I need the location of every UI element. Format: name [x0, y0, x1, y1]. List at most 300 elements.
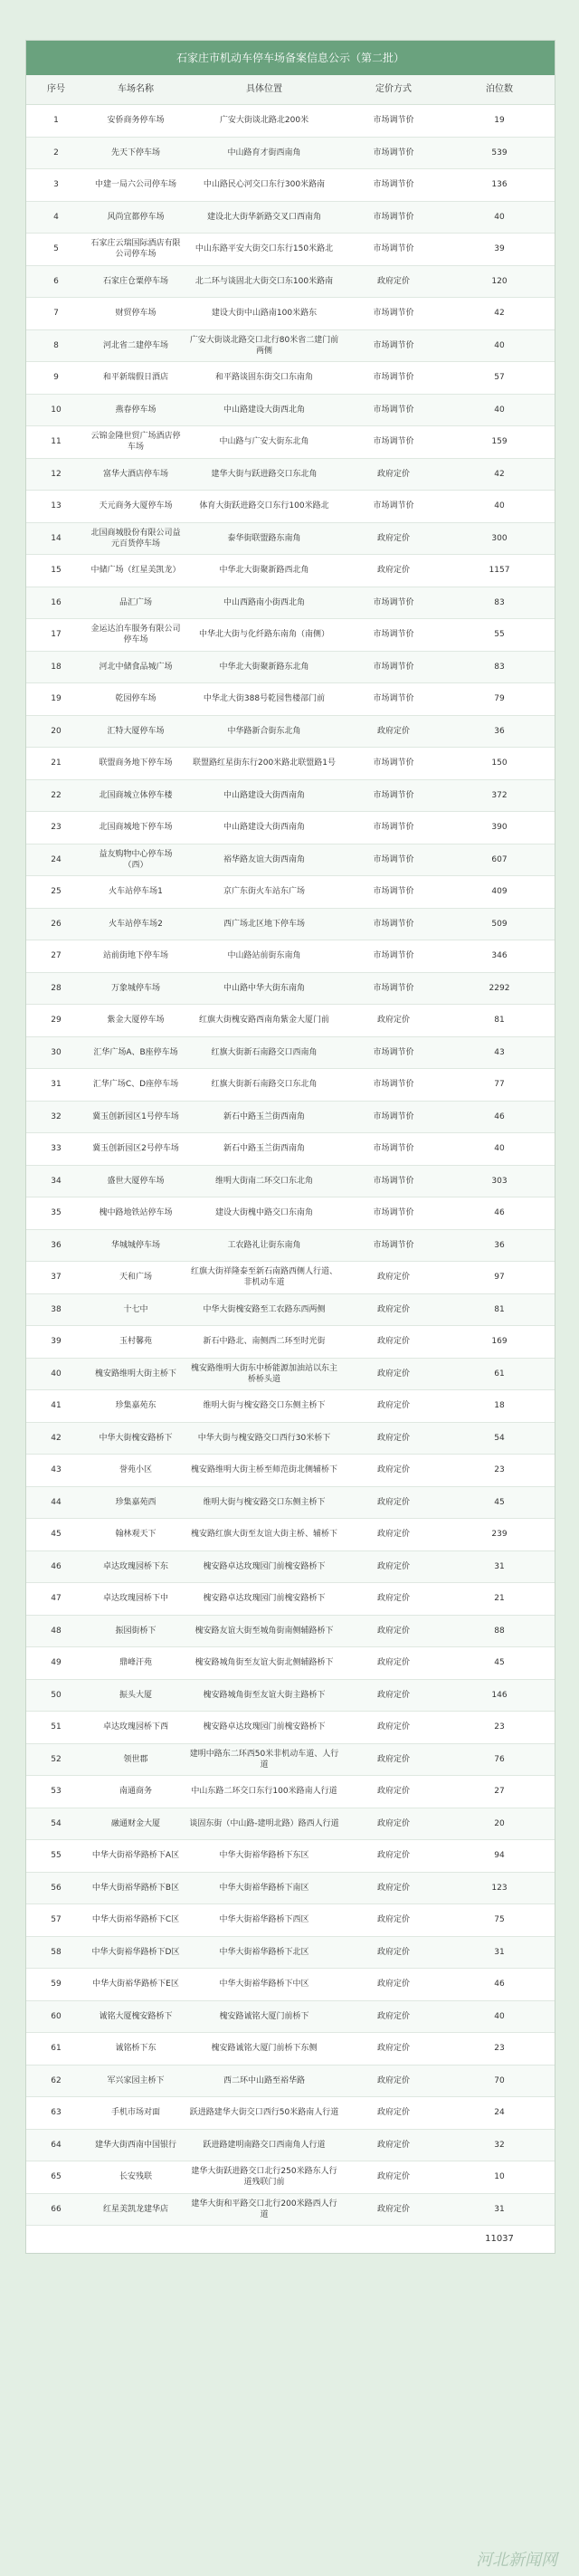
cell-pricing: 政府定价 — [343, 1423, 444, 1455]
cell-lot-name: 北国商城股份有限公司益元百货停车场 — [86, 523, 185, 556]
table-row — [26, 234, 555, 266]
cell-index: 16 — [26, 587, 86, 620]
cell-lot-name: 中华大街裕华路桥下C区 — [86, 1904, 185, 1937]
cell-pricing: 政府定价 — [343, 2130, 444, 2162]
table-row — [26, 1519, 555, 1551]
cell-index: 23 — [26, 812, 86, 844]
cell-pricing: 政府定价 — [343, 1487, 444, 1520]
cell-pricing: 政府定价 — [343, 1326, 444, 1359]
cell-index: 5 — [26, 234, 86, 266]
cell-location: 槐安路城角街至友谊大街主路桥下 — [185, 1680, 343, 1713]
cell-lot-name: 冀玉创新园区1号停车场 — [86, 1102, 185, 1134]
table-row — [26, 1390, 555, 1423]
cell-pricing: 市场调节价 — [343, 105, 444, 138]
cell-index: 57 — [26, 1904, 86, 1937]
cell-pricing: 政府定价 — [343, 716, 444, 749]
table-row — [26, 1294, 555, 1327]
cell-index: 59 — [26, 1969, 86, 2001]
cell-index: 48 — [26, 1616, 86, 1648]
table-row — [26, 1037, 555, 1070]
cell-index: 13 — [26, 491, 86, 523]
table-row — [26, 2033, 555, 2066]
table-row — [26, 1583, 555, 1616]
cell-index: 3 — [26, 169, 86, 202]
cell-index: 55 — [26, 1840, 86, 1873]
table-card — [25, 40, 555, 2254]
cell-location: 广安大街谈北路交口北行80米省二建门前两侧 — [185, 330, 343, 363]
cell-pricing: 市场调节价 — [343, 940, 444, 973]
table-row — [26, 105, 555, 138]
cell-lot-name: 手机市场对面 — [86, 2097, 185, 2130]
cell-location: 红旗大街祥隆泰至新石南路西侧人行道、非机动车道 — [185, 1262, 343, 1294]
cell-lot-name: 翰林观天下 — [86, 1519, 185, 1551]
cell-index: 11 — [26, 426, 86, 459]
cell-location: 中山西路南小街西北角 — [185, 587, 343, 620]
cell-pricing: 市场调节价 — [343, 1197, 444, 1230]
cell-location: 西二环中山路至裕华路 — [185, 2066, 343, 2098]
cell-pricing: 市场调节价 — [343, 330, 444, 363]
cell-pricing: 政府定价 — [343, 1744, 444, 1777]
cell-location: 中山东路二环交口东行100米路南人行道 — [185, 1776, 343, 1808]
cell-index: 38 — [26, 1294, 86, 1327]
cell-spaces: 46 — [444, 1969, 555, 2001]
cell-spaces: 40 — [444, 1133, 555, 1166]
cell-lot-name: 卓达玫瑰园桥下中 — [86, 1583, 185, 1616]
cell-location: 维明大街南二环交口东北角 — [185, 1166, 343, 1198]
cell-index: 60 — [26, 2001, 86, 2034]
header-location: 具体位置 — [185, 75, 343, 105]
table-row — [26, 1230, 555, 1263]
table-row — [26, 940, 555, 973]
table-row — [26, 2161, 555, 2194]
cell-pricing: 市场调节价 — [343, 619, 444, 652]
cell-location: 建华大街与跃进路交口东北角 — [185, 459, 343, 491]
cell-pricing: 政府定价 — [343, 1937, 444, 1970]
table-row — [26, 1808, 555, 1841]
cell-index: 44 — [26, 1487, 86, 1520]
cell-spaces: 76 — [444, 1744, 555, 1777]
table-row — [26, 555, 555, 587]
cell-pricing: 市场调节价 — [343, 138, 444, 170]
cell-location: 中山路育才街西南角 — [185, 138, 343, 170]
cell-lot-name: 振园街桥下 — [86, 1616, 185, 1648]
cell-lot-name: 乾园停车场 — [86, 683, 185, 716]
cell-spaces: 136 — [444, 169, 555, 202]
cell-location: 体育大街跃进路交口东行100米路北 — [185, 491, 343, 523]
cell-location: 中华北大街388号乾园售楼部门前 — [185, 683, 343, 716]
cell-pricing: 政府定价 — [343, 555, 444, 587]
cell-spaces: 77 — [444, 1069, 555, 1102]
cell-pricing: 政府定价 — [343, 1455, 444, 1487]
cell-spaces: 2292 — [444, 973, 555, 1006]
cell-location: 跃进路建华大街交口西行50米路南人行道 — [185, 2097, 343, 2130]
cell-spaces: 150 — [444, 748, 555, 780]
table-row — [26, 1937, 555, 1970]
cell-lot-name: 汇华广场A、B座停车场 — [86, 1037, 185, 1070]
cell-lot-name: 天和广场 — [86, 1262, 185, 1294]
cell-location: 建华大街跃进路交口北行250米路东人行道残联门前 — [185, 2161, 343, 2194]
cell-location: 和平路谈固东街交口东南角 — [185, 362, 343, 395]
cell-index: 41 — [26, 1390, 86, 1423]
cell-spaces: 23 — [444, 1455, 555, 1487]
cell-spaces: 120 — [444, 266, 555, 299]
cell-pricing: 市场调节价 — [343, 748, 444, 780]
cell-location: 新石中路北、南侧西二环至时光街 — [185, 1326, 343, 1359]
cell-lot-name: 安侨商务停车场 — [86, 105, 185, 138]
cell-spaces: 23 — [444, 2033, 555, 2066]
cell-index: 25 — [26, 876, 86, 909]
table-row — [26, 683, 555, 716]
cell-pricing: 市场调节价 — [343, 1102, 444, 1134]
cell-location: 京广东街火车站东广场 — [185, 876, 343, 909]
cell-index: 17 — [26, 619, 86, 652]
cell-lot-name: 中华大街裕华路桥下E区 — [86, 1969, 185, 2001]
cell-location: 中山路建设大街西南角 — [185, 780, 343, 813]
cell-lot-name: 火车站停车场1 — [86, 876, 185, 909]
table-row — [26, 1487, 555, 1520]
table-row — [26, 1262, 555, 1294]
cell-pricing: 市场调节价 — [343, 395, 444, 427]
table-row — [26, 266, 555, 299]
cell-index: 35 — [26, 1197, 86, 1230]
cell-lot-name: 军兴家园主桥下 — [86, 2066, 185, 2098]
cell-spaces: 607 — [444, 844, 555, 877]
cell-index: 47 — [26, 1583, 86, 1616]
cell-lot-name: 益友购物中心停车场（西） — [86, 844, 185, 877]
cell-index: 40 — [26, 1359, 86, 1391]
table-row — [26, 1326, 555, 1359]
cell-spaces: 36 — [444, 1230, 555, 1263]
cell-location: 北二环与谈固北大街交口东100米路南 — [185, 266, 343, 299]
cell-spaces: 42 — [444, 459, 555, 491]
cell-pricing: 政府定价 — [343, 1840, 444, 1873]
cell-index: 65 — [26, 2161, 86, 2194]
total-spacer — [86, 2226, 185, 2253]
cell-lot-name: 卓达玫瑰园桥下西 — [86, 1712, 185, 1744]
cell-lot-name: 富华大酒店停车场 — [86, 459, 185, 491]
cell-pricing: 政府定价 — [343, 2097, 444, 2130]
table-body — [26, 105, 555, 2226]
cell-location: 中山路中华大街东南角 — [185, 973, 343, 1006]
cell-pricing: 市场调节价 — [343, 202, 444, 234]
cell-location: 联盟路红星街东行200米路北联盟路1号 — [185, 748, 343, 780]
table-row — [26, 202, 555, 234]
cell-location: 泰华街联盟路东南角 — [185, 523, 343, 556]
cell-spaces: 539 — [444, 138, 555, 170]
cell-location: 中华北大街聚新路西北角 — [185, 555, 343, 587]
cell-pricing: 市场调节价 — [343, 973, 444, 1006]
cell-location: 槐安路维明大街东中桥能源加油站以东主桥桥头道 — [185, 1359, 343, 1391]
cell-spaces: 40 — [444, 491, 555, 523]
cell-location: 建设北大街华新路交叉口西南角 — [185, 202, 343, 234]
cell-spaces: 83 — [444, 652, 555, 684]
table-row — [26, 2066, 555, 2098]
cell-location: 槐安路红旗大街至友谊大街主桥、辅桥下 — [185, 1519, 343, 1551]
table-row — [26, 619, 555, 652]
cell-lot-name: 领世郡 — [86, 1744, 185, 1777]
cell-spaces: 300 — [444, 523, 555, 556]
cell-index: 12 — [26, 459, 86, 491]
cell-lot-name: 石家庄云瑞国际酒店有限公司停车场 — [86, 234, 185, 266]
cell-pricing: 市场调节价 — [343, 169, 444, 202]
cell-lot-name: 中华大街裕华路桥下A区 — [86, 1840, 185, 1873]
cell-index: 56 — [26, 1873, 86, 1905]
cell-index: 26 — [26, 909, 86, 941]
cell-location: 新石中路玉兰街西南角 — [185, 1102, 343, 1134]
cell-spaces: 372 — [444, 780, 555, 813]
cell-location: 中山路与广安大街东北角 — [185, 426, 343, 459]
cell-pricing: 政府定价 — [343, 1551, 444, 1584]
table-row — [26, 2001, 555, 2034]
cell-spaces: 31 — [444, 1551, 555, 1584]
table-row — [26, 395, 555, 427]
cell-index: 31 — [26, 1069, 86, 1102]
cell-spaces: 346 — [444, 940, 555, 973]
cell-lot-name: 紫金大厦停车场 — [86, 1005, 185, 1037]
cell-spaces: 40 — [444, 2001, 555, 2034]
cell-location: 中华大街裕华路桥下南区 — [185, 1873, 343, 1905]
table-row — [26, 1005, 555, 1037]
cell-lot-name: 诚铭桥下东 — [86, 2033, 185, 2066]
cell-spaces: 169 — [444, 1326, 555, 1359]
cell-lot-name: 汇华广场C、D座停车场 — [86, 1069, 185, 1102]
cell-location: 工农路礼让街东南角 — [185, 1230, 343, 1263]
cell-location: 中山路民心河交口东行300米路南 — [185, 169, 343, 202]
cell-index: 62 — [26, 2066, 86, 2098]
cell-index: 36 — [26, 1230, 86, 1263]
cell-lot-name: 汇特大厦停车场 — [86, 716, 185, 749]
cell-index: 37 — [26, 1262, 86, 1294]
cell-pricing: 政府定价 — [343, 1294, 444, 1327]
table-row — [26, 330, 555, 363]
cell-pricing: 政府定价 — [343, 523, 444, 556]
cell-lot-name: 盛世大厦停车场 — [86, 1166, 185, 1198]
cell-index: 24 — [26, 844, 86, 877]
cell-location: 槐安路友谊大街至城角街南侧辅路桥下 — [185, 1616, 343, 1648]
cell-index: 45 — [26, 1519, 86, 1551]
cell-spaces: 46 — [444, 1102, 555, 1134]
cell-spaces: 70 — [444, 2066, 555, 2098]
table-row — [26, 1616, 555, 1648]
cell-index: 61 — [26, 2033, 86, 2066]
table-row — [26, 1873, 555, 1905]
cell-index: 4 — [26, 202, 86, 234]
table-row — [26, 973, 555, 1006]
cell-index: 58 — [26, 1937, 86, 1970]
cell-spaces: 81 — [444, 1294, 555, 1327]
cell-spaces: 46 — [444, 1197, 555, 1230]
cell-spaces: 31 — [444, 2194, 555, 2227]
cell-location: 中华路新合街东北角 — [185, 716, 343, 749]
cell-lot-name: 珍集嘉苑西 — [86, 1487, 185, 1520]
cell-location: 槐安路维明大街主桥至师范街北侧辅桥下 — [185, 1455, 343, 1487]
cell-index: 19 — [26, 683, 86, 716]
cell-lot-name: 中建一局六公司停车场 — [86, 169, 185, 202]
cell-location: 中华大街裕华路桥下北区 — [185, 1937, 343, 1970]
cell-lot-name: 玉村馨苑 — [86, 1326, 185, 1359]
cell-index: 27 — [26, 940, 86, 973]
cell-location: 槐安路诚铭大厦门前桥下东侧 — [185, 2033, 343, 2066]
cell-pricing: 政府定价 — [343, 2194, 444, 2227]
cell-pricing: 市场调节价 — [343, 587, 444, 620]
total-spacer — [185, 2226, 343, 2253]
cell-location: 建华大街和平路交口北行200米路西人行道 — [185, 2194, 343, 2227]
cell-index: 1 — [26, 105, 86, 138]
cell-location: 广安大街谈北路北200米 — [185, 105, 343, 138]
cell-lot-name: 鼎峰汗苑 — [86, 1647, 185, 1680]
cell-location: 中山东路平安大街交口东行150米路北 — [185, 234, 343, 266]
table-row — [26, 1712, 555, 1744]
cell-lot-name: 石家庄仓粟停车场 — [86, 266, 185, 299]
cell-location: 建明中路东二环西50米非机动车道、人行道 — [185, 1744, 343, 1777]
table-row — [26, 1840, 555, 1873]
cell-pricing: 市场调节价 — [343, 1166, 444, 1198]
cell-location: 谈固东街（中山路-建明北路）路西人行道 — [185, 1808, 343, 1841]
table-row — [26, 844, 555, 877]
cell-pricing: 市场调节价 — [343, 1230, 444, 1263]
cell-pricing: 政府定价 — [343, 1262, 444, 1294]
cell-spaces: 40 — [444, 202, 555, 234]
cell-location: 槐安路卓达玫瑰园门前槐安路桥下 — [185, 1583, 343, 1616]
cell-lot-name: 融通财金大厦 — [86, 1808, 185, 1841]
cell-location: 槐安路卓达玫瑰园门前槐安路桥下 — [185, 1551, 343, 1584]
table-row — [26, 1969, 555, 2001]
table-row — [26, 169, 555, 202]
cell-spaces: 57 — [444, 362, 555, 395]
cell-index: 64 — [26, 2130, 86, 2162]
cell-pricing: 政府定价 — [343, 2161, 444, 2194]
table-header-row — [26, 75, 555, 105]
cell-lot-name: 风尚宜都停车场 — [86, 202, 185, 234]
cell-pricing: 市场调节价 — [343, 1133, 444, 1166]
cell-spaces: 509 — [444, 909, 555, 941]
cell-index: 32 — [26, 1102, 86, 1134]
watermark-logo: 河北新闻网 — [476, 2551, 557, 2570]
cell-pricing: 政府定价 — [343, 1904, 444, 1937]
cell-pricing: 政府定价 — [343, 1808, 444, 1841]
cell-index: 29 — [26, 1005, 86, 1037]
cell-pricing: 政府定价 — [343, 1359, 444, 1391]
cell-lot-name: 槐中路地铁站停车场 — [86, 1197, 185, 1230]
cell-pricing: 政府定价 — [343, 1390, 444, 1423]
cell-spaces: 42 — [444, 298, 555, 330]
table-row — [26, 1455, 555, 1487]
cell-index: 10 — [26, 395, 86, 427]
table-row — [26, 1904, 555, 1937]
table-row — [26, 1776, 555, 1808]
table-row — [26, 2194, 555, 2227]
cell-location: 中山路站前街东南角 — [185, 940, 343, 973]
cell-spaces: 61 — [444, 1359, 555, 1391]
cell-pricing: 市场调节价 — [343, 844, 444, 877]
cell-spaces: 10 — [444, 2161, 555, 2194]
cell-pricing: 政府定价 — [343, 1616, 444, 1648]
table-row — [26, 1133, 555, 1166]
cell-pricing: 市场调节价 — [343, 876, 444, 909]
table-row — [26, 426, 555, 459]
cell-pricing: 政府定价 — [343, 2001, 444, 2034]
cell-lot-name: 天元商务大厦停车场 — [86, 491, 185, 523]
cell-index: 8 — [26, 330, 86, 363]
cell-spaces: 20 — [444, 1808, 555, 1841]
cell-location: 裕华路友谊大街西南角 — [185, 844, 343, 877]
cell-spaces: 123 — [444, 1873, 555, 1905]
cell-spaces: 97 — [444, 1262, 555, 1294]
cell-pricing: 市场调节价 — [343, 812, 444, 844]
cell-index: 42 — [26, 1423, 86, 1455]
cell-pricing: 市场调节价 — [343, 298, 444, 330]
cell-lot-name: 金运达泊车服务有限公司停车场 — [86, 619, 185, 652]
cell-index: 15 — [26, 555, 86, 587]
cell-pricing: 政府定价 — [343, 1647, 444, 1680]
header-lot-name: 车场名称 — [86, 75, 185, 105]
cell-location: 中华北大街聚新路东北角 — [185, 652, 343, 684]
cell-spaces: 1157 — [444, 555, 555, 587]
cell-spaces: 75 — [444, 1904, 555, 1937]
cell-lot-name: 诚铭大厦槐安路桥下 — [86, 2001, 185, 2034]
cell-location: 中华大街裕华路桥下西区 — [185, 1904, 343, 1937]
table-row — [26, 2097, 555, 2130]
cell-pricing: 市场调节价 — [343, 426, 444, 459]
cell-spaces: 31 — [444, 1937, 555, 1970]
cell-lot-name: 火车站停车场2 — [86, 909, 185, 941]
cell-index: 28 — [26, 973, 86, 1006]
cell-pricing: 市场调节价 — [343, 780, 444, 813]
cell-index: 51 — [26, 1712, 86, 1744]
cell-location: 红旗大街新石南路交口西南角 — [185, 1037, 343, 1070]
cell-lot-name: 万象城停车场 — [86, 973, 185, 1006]
cell-index: 21 — [26, 748, 86, 780]
cell-lot-name: 中华大街槐安路桥下 — [86, 1423, 185, 1455]
cell-pricing: 市场调节价 — [343, 491, 444, 523]
cell-lot-name: 长安残联 — [86, 2161, 185, 2194]
cell-location: 跃进路建明南路交口西南角人行道 — [185, 2130, 343, 2162]
cell-spaces: 81 — [444, 1005, 555, 1037]
cell-location: 中华大街与槐安路交口西行30米桥下 — [185, 1423, 343, 1455]
table-row — [26, 1102, 555, 1134]
cell-lot-name: 珍集嘉苑东 — [86, 1390, 185, 1423]
cell-lot-name: 振头大厦 — [86, 1680, 185, 1713]
cell-spaces: 23 — [444, 1712, 555, 1744]
cell-lot-name: 中储广场（红星美凯龙） — [86, 555, 185, 587]
cell-location: 槐安路诚铭大厦门前桥下 — [185, 2001, 343, 2034]
cell-lot-name: 和平新瑞假日酒店 — [86, 362, 185, 395]
cell-index: 14 — [26, 523, 86, 556]
cell-lot-name: 燕春停车场 — [86, 395, 185, 427]
cell-index: 54 — [26, 1808, 86, 1841]
cell-pricing: 市场调节价 — [343, 683, 444, 716]
header-pricing: 定价方式 — [343, 75, 444, 105]
table-row — [26, 298, 555, 330]
table-row — [26, 138, 555, 170]
total-spacer — [26, 2226, 86, 2253]
cell-spaces: 40 — [444, 330, 555, 363]
cell-location: 中华大街裕华路桥下中区 — [185, 1969, 343, 2001]
cell-lot-name: 云锦金隆世贸广场酒店停车场 — [86, 426, 185, 459]
cell-lot-name: 河北省二建停车场 — [86, 330, 185, 363]
table-row — [26, 2130, 555, 2162]
cell-lot-name: 槐安路维明大街主桥下 — [86, 1359, 185, 1391]
cell-index: 20 — [26, 716, 86, 749]
cell-spaces: 24 — [444, 2097, 555, 2130]
cell-spaces: 27 — [444, 1776, 555, 1808]
cell-index: 22 — [26, 780, 86, 813]
table-row — [26, 523, 555, 556]
table-row — [26, 909, 555, 941]
cell-spaces: 79 — [444, 683, 555, 716]
table-row — [26, 1744, 555, 1777]
table-row — [26, 1197, 555, 1230]
